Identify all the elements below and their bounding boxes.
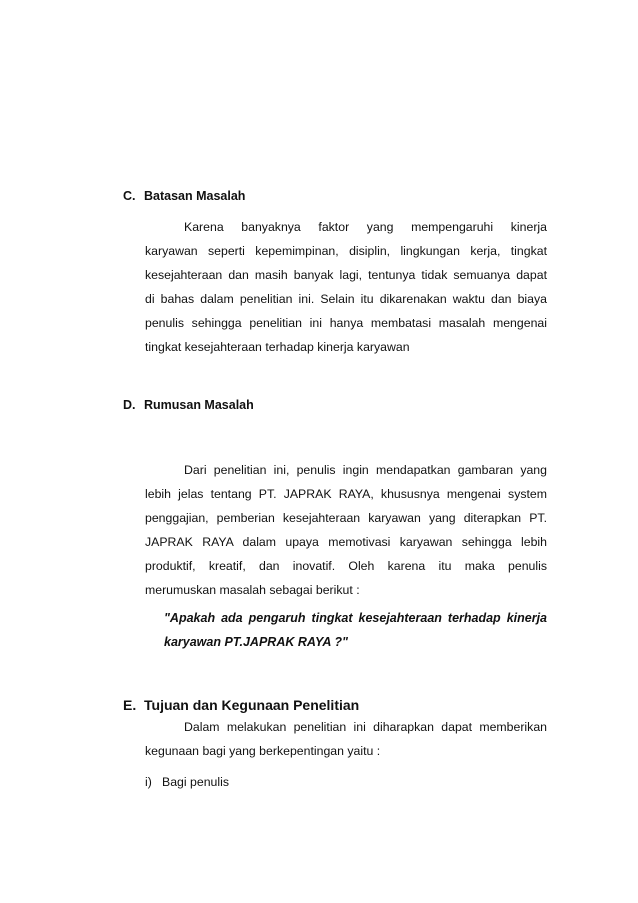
section-e-heading bbox=[123, 697, 359, 713]
research-question-line-1: "Apakah ada pengaruh tingkat kesejahteraan terhadap kinerja bbox=[164, 611, 547, 625]
section-c-line-2: karyawan seperti kepemimpinan, disiplin, lingkungan kerja, tingkat bbox=[145, 244, 547, 258]
section-c-heading bbox=[123, 189, 245, 203]
section-c-title: Batasan Masalah bbox=[144, 189, 246, 203]
list-item bbox=[145, 775, 229, 789]
section-d-line-6: merumuskan masalah sebagai berikut : bbox=[145, 583, 360, 597]
section-c-letter: C. bbox=[123, 189, 136, 203]
section-e-letter: E. bbox=[123, 697, 137, 713]
section-e-line-2: kegunaan bagi yang berkepentingan yaitu : bbox=[145, 744, 381, 758]
section-d-line-4: JAPRAK RAYA dalam upaya memotivasi karyawan sehingga lebih bbox=[145, 535, 547, 549]
section-e-title: Tujuan dan Kegunaan Penelitian bbox=[144, 697, 360, 713]
research-question-line-2: karyawan PT.JAPRAK RAYA ?" bbox=[164, 635, 348, 649]
section-e-line-1: Dalam melakukan penelitian ini diharapkan dapat memberikan bbox=[184, 720, 547, 734]
section-c-line-5: penulis sehingga penelitian ini hanya membatasi masalah mengenai bbox=[145, 316, 547, 330]
section-d-line-3: penggajian, pemberian kesejahteraan karyawan yang diterapkan PT. bbox=[145, 511, 547, 525]
section-d-line-5: produktif, kreatif, dan inovatif. Oleh karena itu maka penulis bbox=[145, 559, 547, 573]
section-d-title: Rumusan Masalah bbox=[144, 398, 254, 412]
section-c-line-6: tingkat kesejahteraan terhadap kinerja karyawan bbox=[145, 340, 410, 354]
section-d-letter: D. bbox=[123, 398, 136, 412]
section-c-line-4: di bahas dalam penelitian ini. Selain itu dikarenakan waktu dan biaya bbox=[145, 292, 547, 306]
section-d-line-1: Dari penelitian ini, penulis ingin mendapatkan gambaran yang bbox=[184, 463, 547, 477]
list-item-text: Bagi penulis bbox=[162, 775, 229, 789]
section-d-line-2: lebih jelas tentang PT. JAPRAK RAYA, khususnya mengenai system bbox=[145, 487, 547, 501]
list-item-marker: i) bbox=[145, 775, 152, 789]
section-c-line-1: Karena banyaknya faktor yang mempengaruhi kinerja bbox=[184, 220, 547, 234]
section-c-line-3: kesejahteraan dan masih banyak lagi, tentunya tidak semuanya dapat bbox=[145, 268, 547, 282]
section-d-heading bbox=[123, 398, 254, 412]
